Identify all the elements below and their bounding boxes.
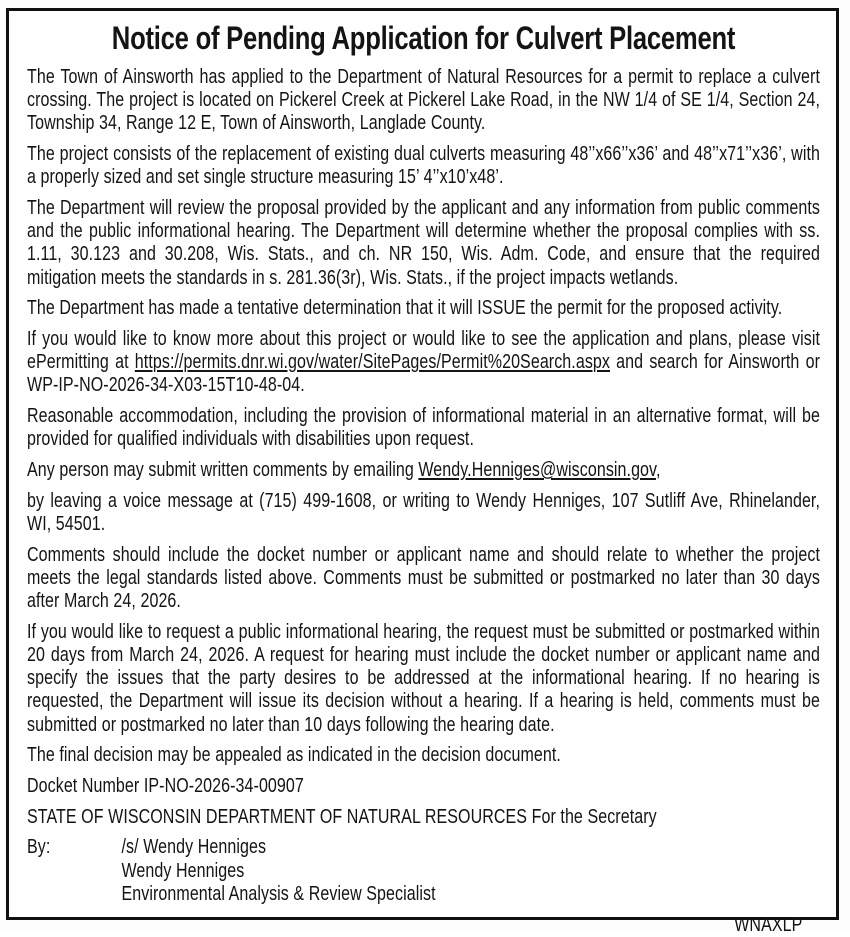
email-link[interactable]: Wendy.Henniges@wisconsin.gov — [418, 459, 656, 482]
para-comment-deadline: Comments should include the docket number or applicant name and should relate to whether the project meets the legal standards listed above. Comments must be submitted or postmarked no later than 30 days after March 24, 2026. — [27, 543, 820, 613]
signature-role: Environmental Analysis & Review Specialist — [121, 882, 436, 905]
wnaxlp-code: WNAXLP — [734, 914, 803, 936]
notice-title: Notice of Pending Application for Culvert Placement — [111, 20, 736, 56]
signature-lines — [122, 836, 820, 906]
notice-border — [6, 8, 839, 936]
para-tentative-determination: The Department has made a tentative determination that it will ISSUE the permit for the proposed activity. — [27, 297, 783, 320]
para-email-comments — [27, 459, 820, 482]
para-epermitting — [27, 328, 820, 398]
signature-signed: /s/ Wendy Henniges — [121, 836, 267, 859]
email-text-post: , — [655, 459, 661, 482]
state-department-line: STATE OF WISCONSIN DEPARTMENT OF NATURAL RESOURCES For the Secretary — [27, 805, 657, 828]
signature-block — [27, 836, 820, 906]
para-culvert-specs: The project consists of the replacement of existing dual culverts measuring 48’’x66’’x36’ and 48’’x71’’x36’, with a properly sized and set single structure measuring 15’ 4’’x10’x48’. — [27, 143, 820, 189]
para-accommodation: Reasonable accommodation, including the provision of informational material in an alternative format, will be provided for qualified individuals with disabilities upon request. — [27, 405, 820, 451]
para-department-review: The Department will review the proposal provided by the applicant and any information from public comments and the public informational hearing. The Department will determine whether the proposal complies with ss. 1.11, 30.123 and 30.208, Wis. Stats., and ch. NR 150, Wis. Adm. Code, and ensure that the required mitigation meets the standards in s. 281.36(3r), Wis. Stats., if the project impacts wetlands. — [27, 197, 820, 289]
epermitting-link[interactable]: https://permits.dnr.wi.gov/water/SitePages/Permit%20Search.aspx — [134, 351, 610, 374]
epermitting-text-post: and search for Ainsworth or WP-IP-NO-2026-34-X03-15T10-48-04. — [27, 351, 820, 397]
para-phone-mail: by leaving a voice message at (715) 499-1608, or writing to Wendy Henniges, 107 Sutliff Ave, Rhinelander, WI, 54501. — [27, 489, 820, 535]
signature-by-label: By: — [27, 836, 51, 859]
signature-name: Wendy Henniges — [121, 859, 245, 882]
docket-number-line: Docket Number IP-NO-2026-34-00907 — [27, 774, 304, 797]
epermitting-text-pre: If you would like to know more about this project or would like to see the application and plans, please visit ePermitting at — [27, 328, 820, 374]
para-hearing-request: If you would like to request a public informational hearing, the request must be submitted or postmarked within 20 days from March 24, 2026. A request for hearing must include the docket number or applicant name and specify the issues that the party desires to be addressed at the informational hearing. If no hearing is requested, the Department will issue its decision without a hearing. If a hearing is held, comments must be submitted or postmarked no later than 10 days following the hearing date. — [27, 620, 820, 736]
notice-content — [27, 20, 820, 937]
email-text-pre: Any person may submit written comments by emailing — [27, 459, 419, 482]
para-application: The Town of Ainsworth has applied to the Department of Natural Resources for a permit to replace a culvert crossing. The project is located on Pickerel Creek at Pickerel Lake Road, in the NW 1/4 of SE 1/4, Section 24, Township 34, Range 12 E, Town of Ainsworth, Langlade County. — [27, 66, 820, 135]
para-final-decision: The final decision may be appealed as indicated in the decision document. — [27, 744, 561, 767]
